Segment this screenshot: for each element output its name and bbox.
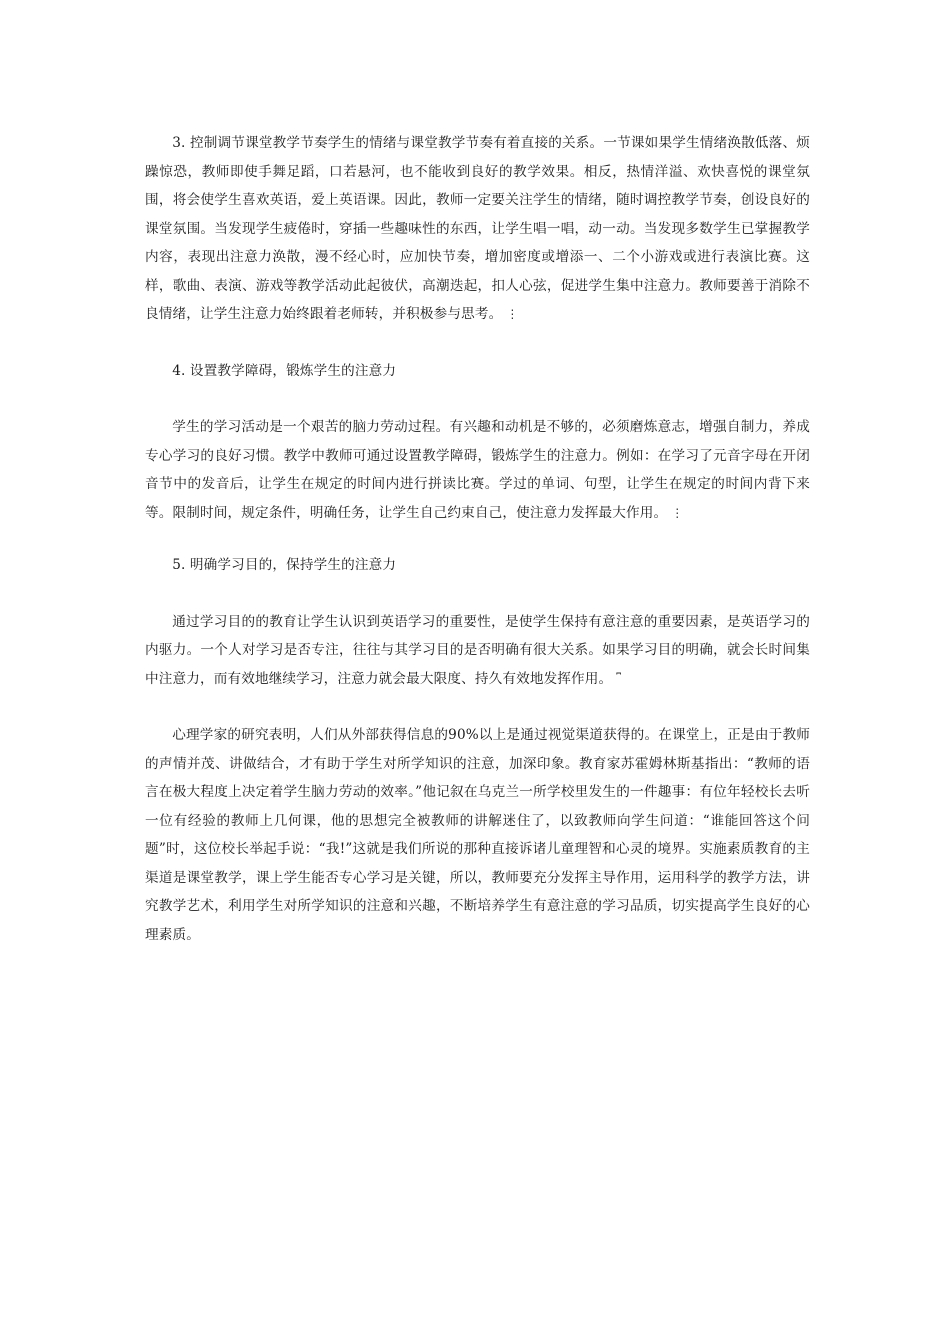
- spacer: [145, 527, 810, 551]
- spacer: [145, 385, 810, 413]
- heading-section-5: 5. 明确学习目的，保持学生的注意力: [172, 557, 397, 573]
- spacer: [145, 329, 810, 357]
- spacer: [145, 580, 810, 608]
- heading-section-4: 4. 设置教学障碍，锻炼学生的注意力: [172, 362, 397, 379]
- ellipsis-mark-icon: ⋮: [671, 505, 684, 520]
- paragraph-section-4: [145, 413, 810, 527]
- paragraph-section-3: [145, 129, 810, 329]
- section-5-text: 通过学习目的的教育让学生认识到英语学习的重要性，是使学生保持有意注意的重要因素，是英语学习的内驱力。一个人对学习是否专注，往往与其学习目的是否明确有很大关系。如果学习目的明确，就会长时间集中注意力，而有效地继续学习，注意力就会最大限度、持久有效地发挥作用。: [145, 613, 810, 687]
- section-3-text: 3. 控制调节课堂教学节奏学生的情绪与课堂教学节奏有着直接的关系。一节课如果学生情绪涣散低落、烦躁惊恐，教师即使手舞足蹈，口若悬河，也不能收到良好的教学效果。相反，热情洋溢、欢快喜悦的课堂氛围，将会使学生喜欢英语，爱上英语课。因此，教师一定要关注学生的情绪，随时调控教学节奏，创设良好的课堂氛围。当发现学生疲倦时，穿插一些趣味性的东西，让学生唱一唱，动一动。当发现多数学生已掌握教学内容，表现出注意力涣散，漫不经心时，应加快节奏，增加密度或增添一、二个小游戏或进行表演比赛。这样，歌曲、表演、游戏等教学活动此起彼伏，高潮迭起，扣人心弦，促进学生集中注意力。教师要善于消除不良情绪，让学生注意力始终跟着老师转，并积极参与思考。: [145, 135, 810, 322]
- section-4-text: 学生的学习活动是一个艰苦的脑力劳动过程。有兴趣和动机是不够的，必须磨炼意志，增强自制力，养成专心学习的良好习惯。教学中教师可通过设置教学障碍，锻炼学生的注意力。例如：在学习了元音字母在开闭音节中的发音后，让学生在规定的时间内进行拼读比赛。学过的单词、句型，让学生在规定的时间内背下来等。限制时间，规定条件，明确任务，让学生自己约束自己，使注意力发挥最大作用。: [145, 419, 810, 521]
- paragraph-conclusion: 心理学家的研究表明，人们从外部获得信息的90%以上是通过视觉渠道获得的。在课堂上，正是由于教师的声情并茂、讲做结合，才有助于学生对所学知识的注意，加深印象。教育家苏霍姆林斯基指出：“教师的语言在极大程度上决定着学生脑力劳动的效率。”他记叙在乌克兰一所学校里发生的一件趣事：有位年轻校长去听一位有经验的教师上几何课，他的思想完全被教师的讲解迷住了，以致教师向学生问道：“谁能回答这个问题”时，这位校长举起手说：“我!”这就是我们所说的那种直接诉诸儿童理智和心灵的境界。实施素质教育的主渠道是课堂教学，课上学生能否专心学习是关键，所以，教师要充分发挥主导作用，运用科学的教学方法，讲究教学艺术，利用学生对所学知识的注意和兴趣，不断培养学生有意注意的学习品质，切实提高学生良好的心理素质。: [145, 727, 810, 943]
- document-body: [145, 129, 810, 949]
- spacer: [145, 693, 810, 721]
- ellipsis-mark-icon: ⋮: [506, 307, 519, 321]
- paragraph-section-5: [145, 608, 810, 694]
- bracket-mark-icon: ⎴: [616, 671, 622, 686]
